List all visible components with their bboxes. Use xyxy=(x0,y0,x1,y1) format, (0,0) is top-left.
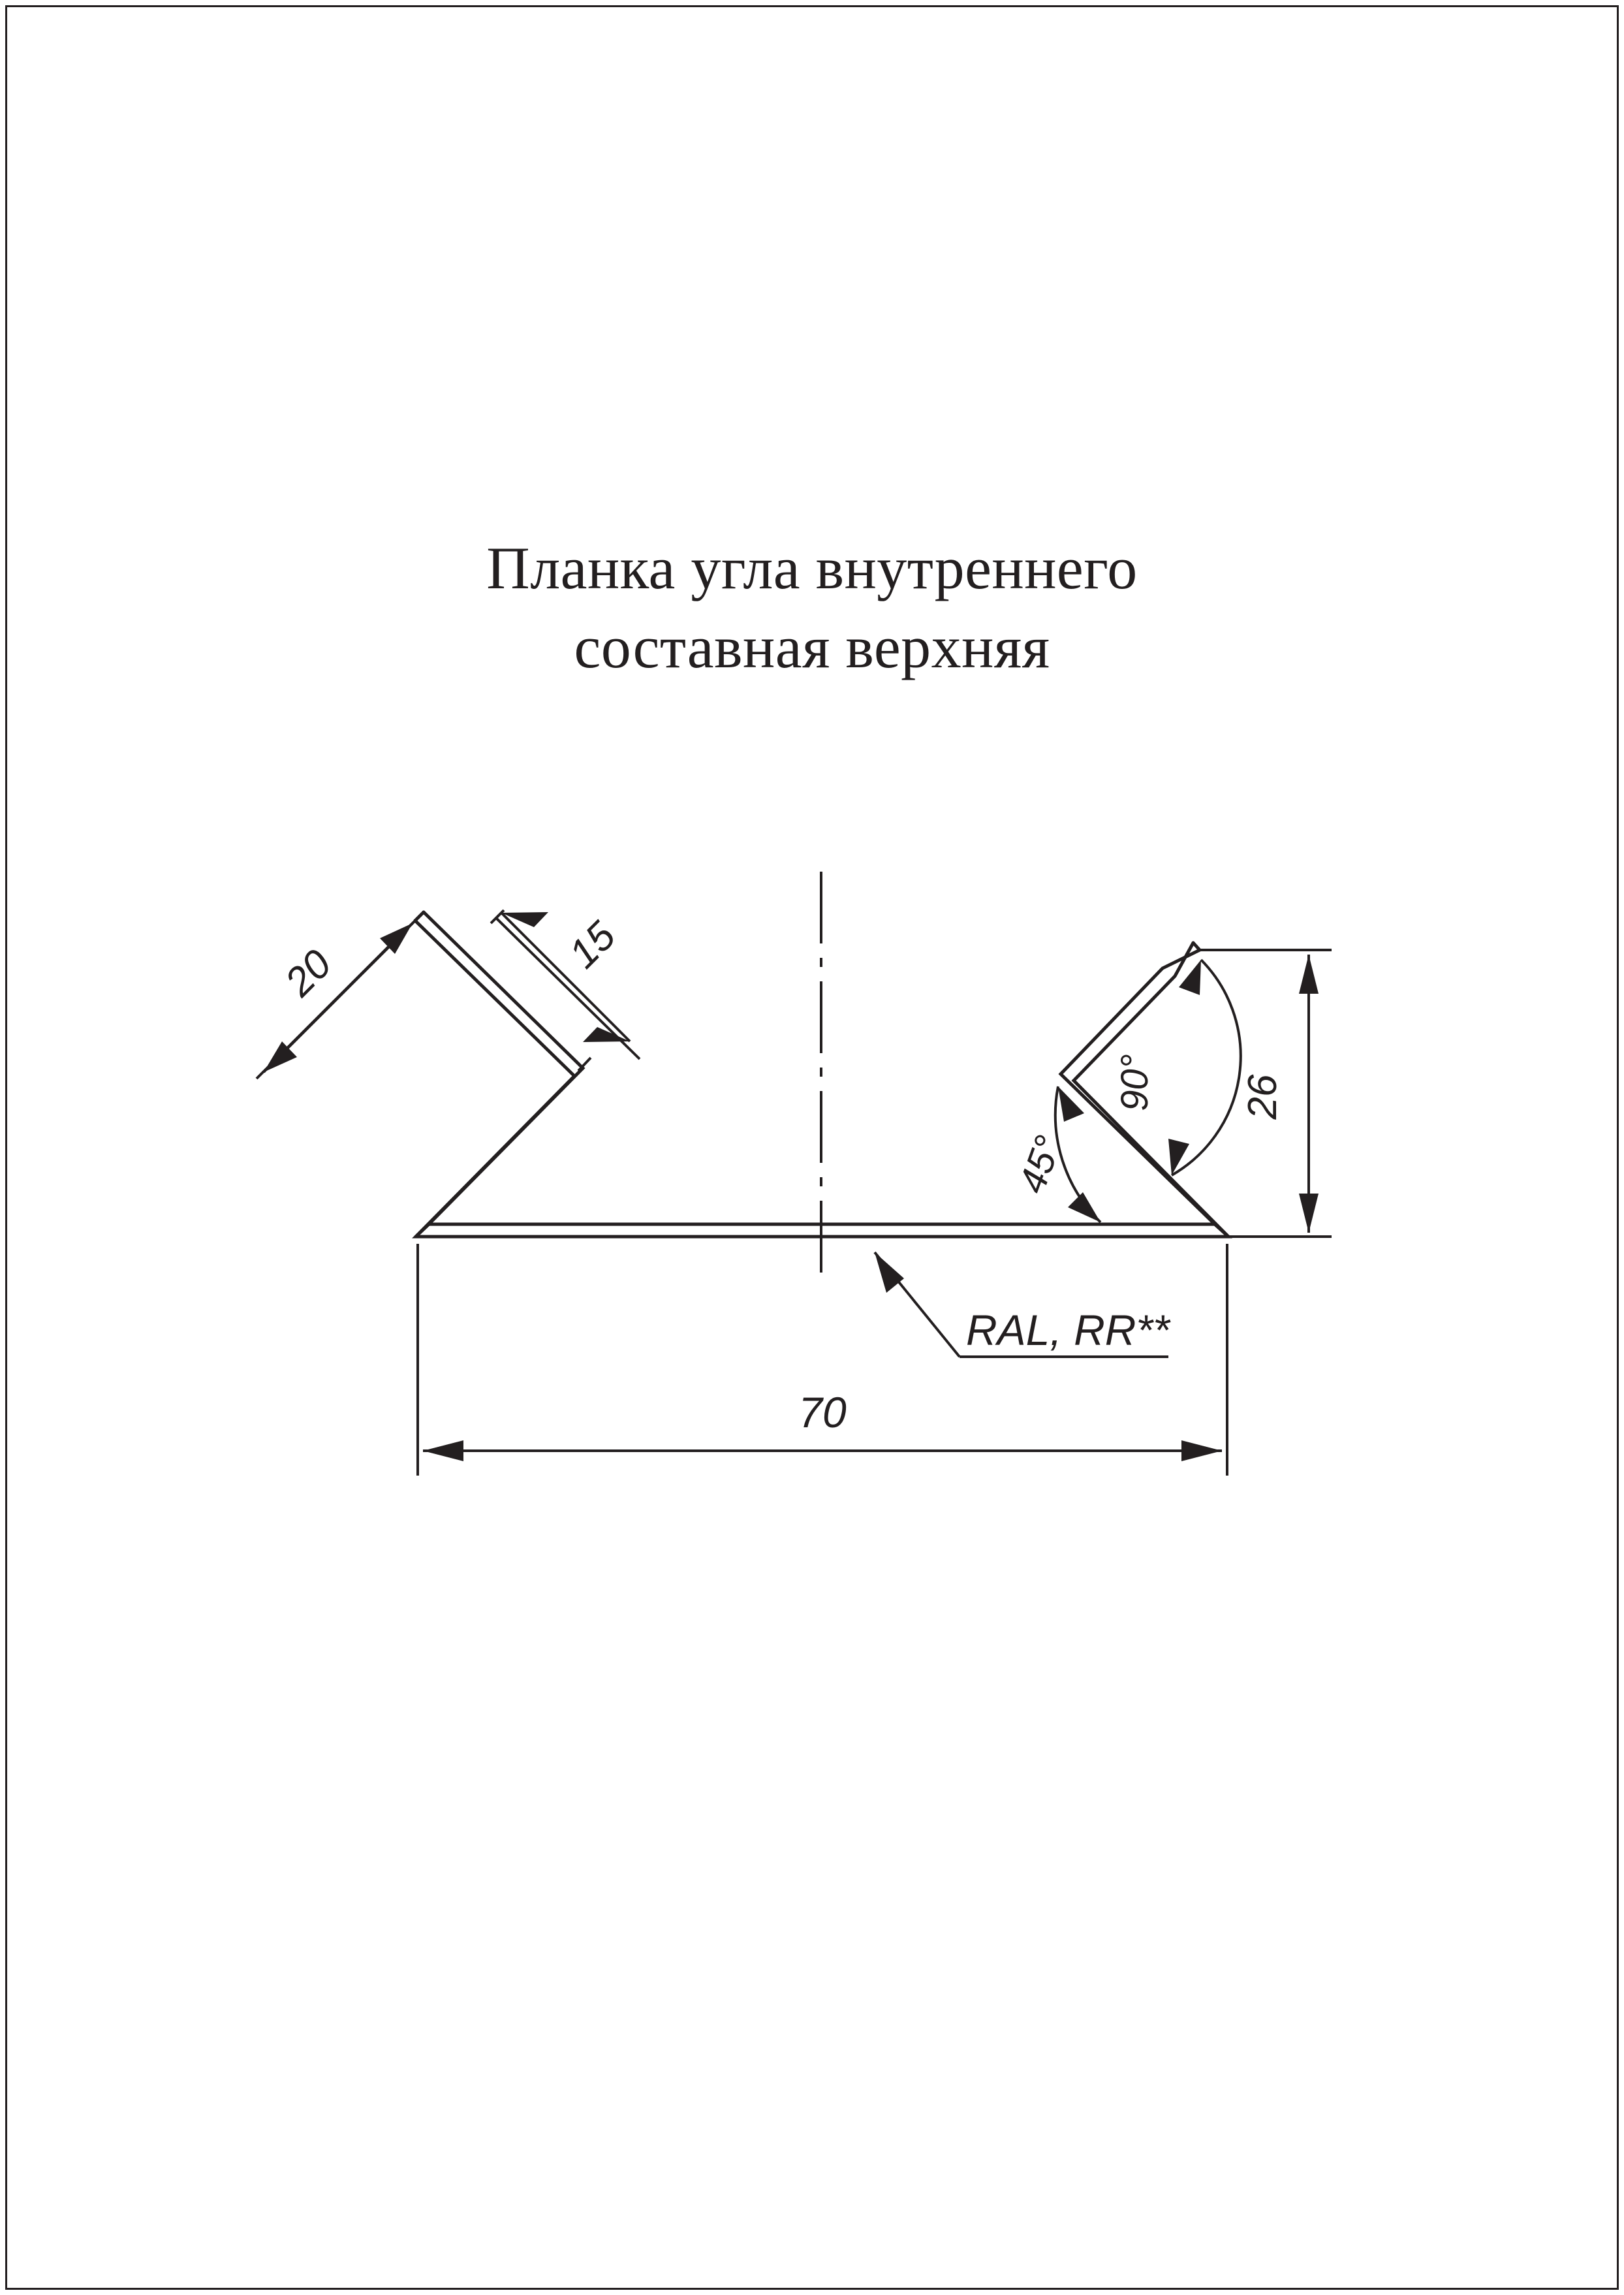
page-title-line-1: Планка угла внутреннего xyxy=(486,535,1138,601)
dimension-20 xyxy=(257,917,419,1079)
dimension-26-label: 26 xyxy=(1240,1074,1285,1120)
dimension-70 xyxy=(418,1244,1227,1476)
coating-note-label: RAL, RR** xyxy=(966,1306,1170,1354)
dimension-15-label: 15 xyxy=(560,913,625,977)
angle-90-label: 90° xyxy=(1114,1054,1156,1111)
page-title-line-2: составная верхняя xyxy=(574,614,1050,681)
angle-45-label: 45° xyxy=(1010,1130,1070,1199)
angle-90-marker xyxy=(1168,960,1241,1175)
dimension-15 xyxy=(491,910,640,1071)
dimension-20-label: 20 xyxy=(276,941,341,1005)
dimension-70-label: 70 xyxy=(798,1388,847,1436)
